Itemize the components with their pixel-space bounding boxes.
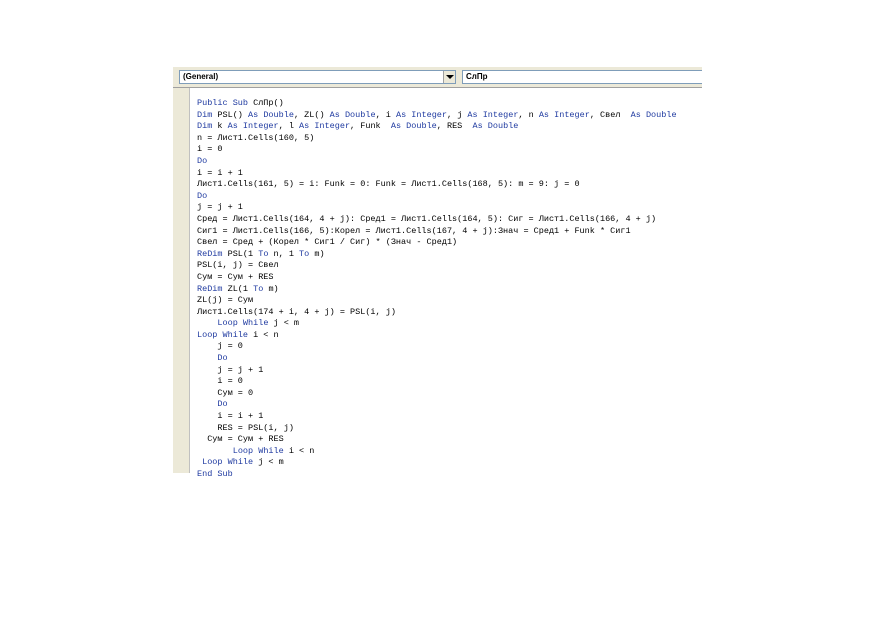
code-text: Свел = Сред + (Корел * Сиг1 / Сиг) * (Знач - Сред1): [197, 237, 458, 248]
code-text: j = 0: [197, 341, 243, 352]
code-line[interactable]: [197, 411, 702, 423]
code-text: Сум = Сум + RES: [197, 271, 274, 282]
code-text: j = j + 1: [197, 364, 264, 375]
code-text: m): [268, 283, 279, 294]
code-line[interactable]: [197, 434, 702, 446]
code-line[interactable]: [197, 318, 702, 330]
code-editor[interactable]: [197, 98, 702, 481]
code-text: Сум = 0: [197, 387, 254, 398]
code-text: j < m: [273, 318, 300, 329]
code-keyword: ReDim: [197, 248, 228, 259]
code-keyword: Do: [197, 155, 208, 166]
code-line[interactable]: [197, 399, 702, 411]
code-line[interactable]: [197, 237, 702, 249]
code-line[interactable]: [197, 214, 702, 226]
code-keyword: Loop While: [232, 445, 289, 456]
code-text: СлПр(): [253, 98, 284, 108]
code-keyword: Do: [217, 399, 228, 410]
code-keyword: To: [253, 283, 269, 294]
code-line[interactable]: [197, 365, 702, 377]
code-keyword: Public Sub: [197, 98, 254, 108]
code-keyword: As Double: [472, 121, 519, 132]
code-text: i = 0: [197, 376, 243, 387]
code-text: [197, 318, 217, 328]
code-line[interactable]: [197, 284, 702, 296]
code-text: [197, 399, 217, 409]
code-text: [197, 446, 233, 456]
code-text: i = i + 1: [197, 411, 264, 422]
code-text: [197, 353, 217, 363]
code-line[interactable]: [197, 295, 702, 307]
code-keyword: Dim: [197, 121, 218, 132]
code-keyword: As Integer: [538, 109, 590, 120]
code-text: i = 0: [197, 144, 223, 155]
code-line[interactable]: [197, 168, 702, 180]
margin-indicator-bar[interactable]: [173, 88, 190, 473]
code-text: RES = PSL(i, j): [197, 422, 294, 433]
code-text: PSL(i, j) = Свел: [197, 260, 279, 271]
code-line[interactable]: [197, 330, 702, 342]
code-line[interactable]: [197, 457, 702, 469]
code-line[interactable]: [197, 202, 702, 214]
code-line[interactable]: [197, 446, 702, 458]
code-line[interactable]: [197, 133, 702, 145]
code-text: Лист1.Cells(161, 5) = i: Funk = 0: Funk = Лист1.Cells(168, 5): m = 9: j = 0: [197, 179, 580, 190]
object-dropdown[interactable]: [179, 70, 456, 84]
vba-code-window: [173, 67, 702, 479]
code-line[interactable]: [197, 423, 702, 435]
code-text: PSL(1: [227, 248, 259, 259]
code-line[interactable]: [197, 353, 702, 365]
code-text: , ZL(): [293, 109, 330, 120]
code-text: , RES: [436, 121, 473, 132]
object-dropdown-value: (General): [183, 72, 219, 81]
code-text: , i: [375, 109, 396, 120]
code-line[interactable]: [197, 110, 702, 122]
code-text: n, 1: [273, 248, 300, 259]
code-line[interactable]: [197, 388, 702, 400]
code-text: n = Лист1.Cells(160, 5): [197, 132, 315, 143]
code-keyword: Dim: [197, 109, 218, 120]
code-window-toolbar: [173, 67, 702, 88]
code-keyword: ReDim: [197, 283, 228, 294]
code-text: Сред = Лист1.Cells(164, 4 + j): Сред1 = Лист1.Cells(164, 5): Сиг = Лист1.Cells(166, 4 + j): [197, 213, 657, 224]
code-text: , j: [447, 109, 468, 120]
code-line[interactable]: [197, 249, 702, 261]
code-text: i < n: [253, 329, 279, 340]
code-text: j = j + 1: [197, 202, 243, 213]
code-keyword: As Double: [248, 109, 294, 120]
code-keyword: As Double: [329, 109, 376, 120]
code-line[interactable]: [197, 156, 702, 168]
code-text: i < n: [288, 445, 315, 456]
code-text: Сум = Сум + RES: [197, 434, 284, 445]
code-keyword: To: [299, 248, 315, 259]
code-text: Лист1.Cells(174 + i, 4 + j) = PSL(i, j): [197, 306, 396, 317]
code-keyword: As Integer: [395, 109, 447, 120]
code-line[interactable]: [197, 191, 702, 203]
code-line[interactable]: [197, 179, 702, 191]
code-text: PSL(): [217, 109, 249, 120]
code-text: m): [314, 248, 325, 259]
code-keyword: As Integer: [227, 121, 279, 132]
code-text: , n: [518, 109, 539, 120]
code-keyword: Loop While: [197, 329, 254, 340]
code-keyword: End Sub: [197, 469, 233, 479]
code-line[interactable]: [197, 98, 702, 110]
code-keyword: Loop While: [217, 318, 274, 329]
code-line[interactable]: [197, 341, 702, 353]
code-text: ZL(j) = Сум: [197, 295, 254, 306]
code-line[interactable]: [197, 121, 702, 133]
code-line[interactable]: [197, 144, 702, 156]
code-text: , Свел: [589, 109, 631, 120]
code-line[interactable]: [197, 260, 702, 272]
code-keyword: As Double: [390, 121, 437, 132]
code-line[interactable]: [197, 469, 702, 481]
code-text: i = i + 1: [197, 167, 243, 178]
code-keyword: As Double: [630, 109, 677, 120]
code-keyword: Do: [197, 190, 208, 201]
code-text: , Funk: [350, 121, 391, 132]
code-text: ZL(1: [227, 283, 254, 294]
code-text: Сиг1 = Лист1.Cells(166, 5):Корел = Лист1.Cells(167, 4 + j):Знач = Сред1 + Funk * Сиг1: [197, 225, 631, 236]
chevron-down-icon[interactable]: [443, 71, 455, 83]
code-text: , l: [278, 121, 300, 132]
code-keyword: To: [258, 248, 274, 259]
code-keyword: As Integer: [467, 109, 519, 120]
code-line[interactable]: [197, 307, 702, 319]
procedure-dropdown[interactable]: [462, 70, 702, 84]
procedure-dropdown-value: СлПр: [466, 72, 488, 81]
code-line[interactable]: [197, 226, 702, 238]
code-line[interactable]: [197, 376, 702, 388]
code-text: k: [217, 121, 228, 132]
code-keyword: As Integer: [299, 121, 351, 132]
code-text: j < m: [258, 457, 284, 468]
code-keyword: Do: [217, 353, 228, 364]
code-line[interactable]: [197, 272, 702, 284]
code-keyword: Loop While: [202, 457, 259, 468]
